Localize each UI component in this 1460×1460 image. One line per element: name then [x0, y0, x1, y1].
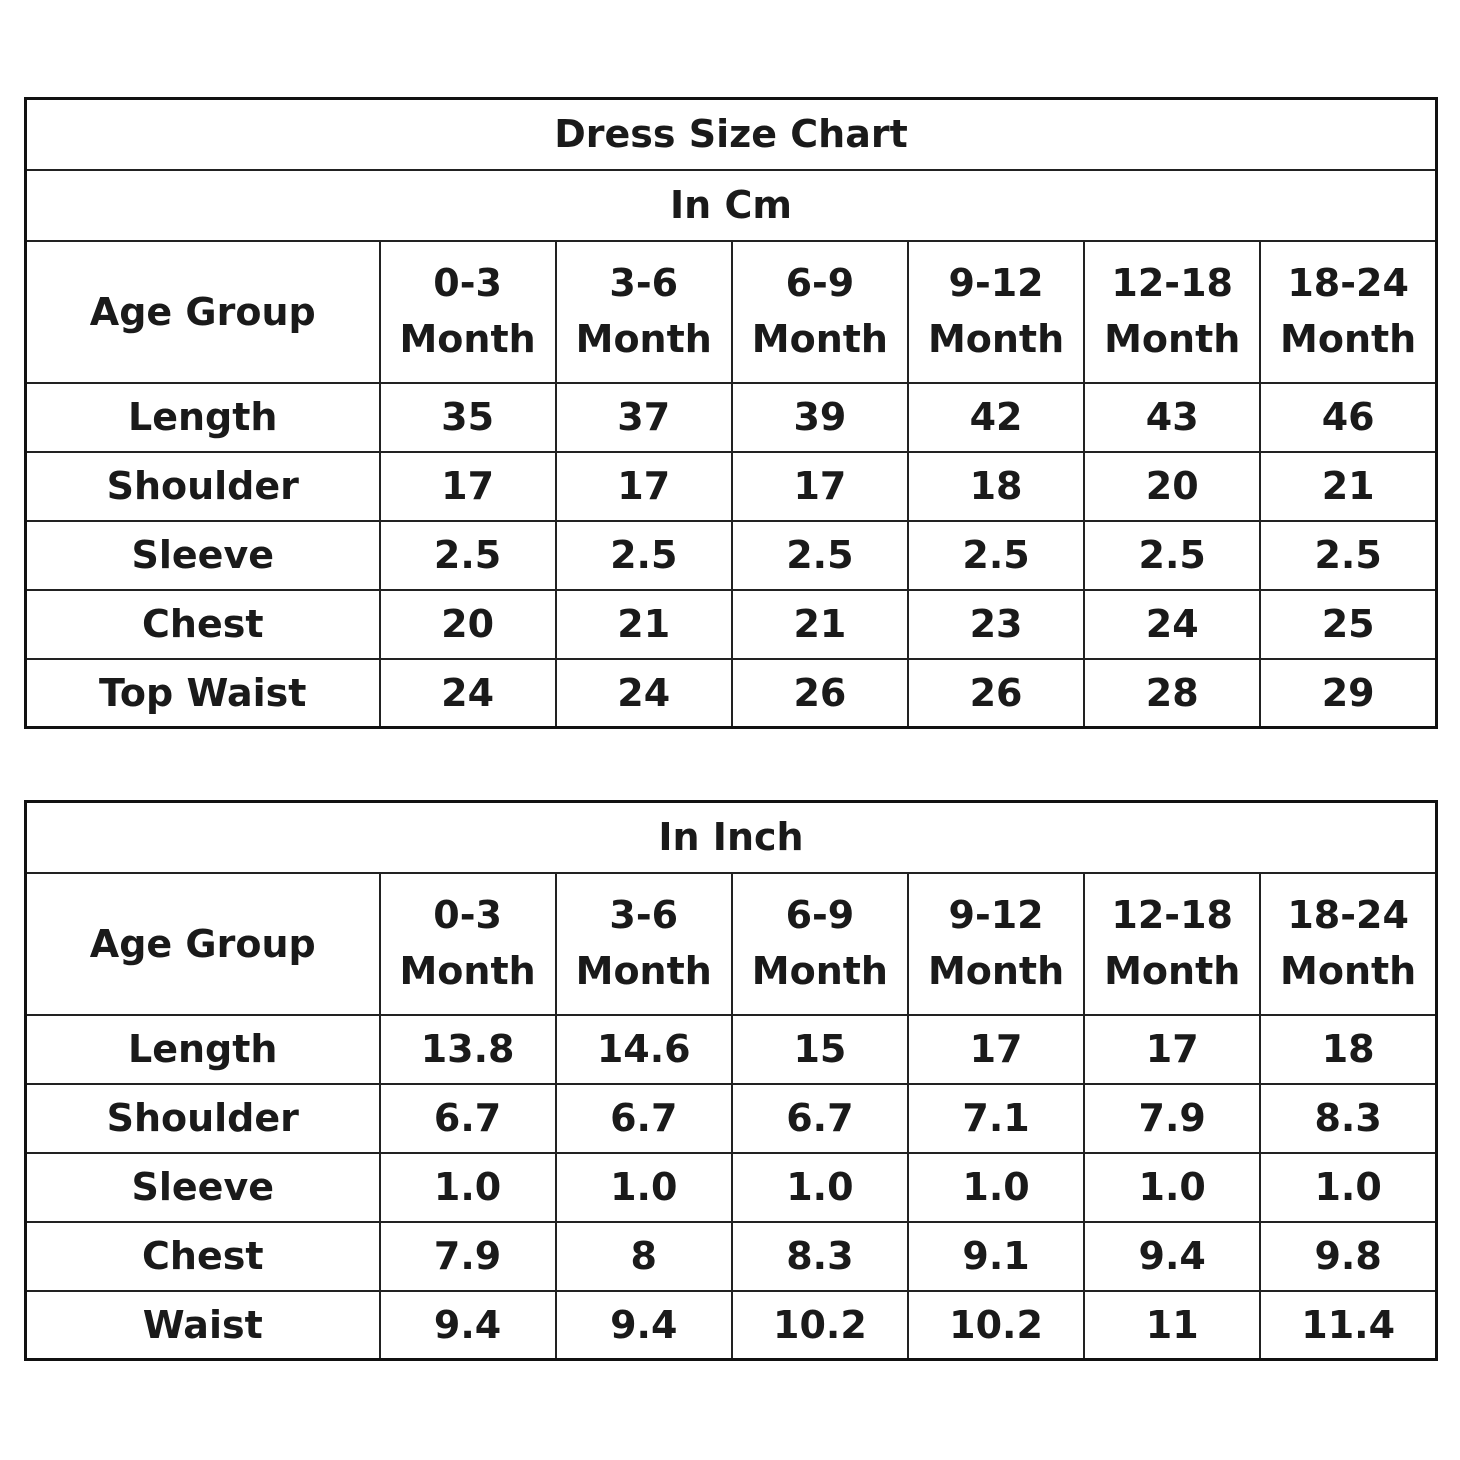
- measurement-value: 6.7: [380, 1084, 556, 1153]
- measurement-label: Waist: [26, 1291, 380, 1360]
- age-range: 18-24: [1287, 893, 1409, 938]
- title-row: [26, 99, 1437, 170]
- age-unit: Month: [399, 948, 536, 993]
- age-column-header: [380, 873, 556, 1015]
- age-range: 12-18: [1111, 261, 1233, 306]
- measurement-value: 2.5: [380, 521, 556, 590]
- measurement-value: 21: [556, 590, 732, 659]
- age-group-header-row: [26, 873, 1437, 1015]
- measurement-value: 17: [1084, 1015, 1260, 1084]
- age-unit: Month: [575, 948, 712, 993]
- measurement-value: 26: [908, 659, 1084, 728]
- age-range: 6-9: [785, 261, 855, 306]
- measurement-value: 35: [380, 383, 556, 452]
- measurement-value: 21: [1260, 452, 1436, 521]
- unit-heading-row: [26, 170, 1437, 241]
- measurement-value: 6.7: [732, 1084, 908, 1153]
- measurement-value: 25: [1260, 590, 1436, 659]
- measurement-value: 37: [556, 383, 732, 452]
- measurement-value: 11: [1084, 1291, 1260, 1360]
- age-column-header: [556, 241, 732, 383]
- age-unit: Month: [399, 316, 536, 361]
- measurement-value: 1.0: [380, 1153, 556, 1222]
- age-range: 3-6: [609, 261, 679, 306]
- measurement-value: 28: [1084, 659, 1260, 728]
- measurement-value: 8.3: [732, 1222, 908, 1291]
- age-column-header: [908, 241, 1084, 383]
- measurement-value: 26: [732, 659, 908, 728]
- measurement-value: 23: [908, 590, 1084, 659]
- measurement-value: 46: [1260, 383, 1436, 452]
- measurement-value: 6.7: [556, 1084, 732, 1153]
- age-column-header: [380, 241, 556, 383]
- age-column-header: [732, 873, 908, 1015]
- age-column-header: [1084, 241, 1260, 383]
- age-unit: Month: [927, 948, 1065, 993]
- measurement-value: 17: [908, 1015, 1084, 1084]
- measurement-value: 1.0: [556, 1153, 732, 1222]
- measurement-value: 11.4: [1260, 1291, 1436, 1360]
- measurement-value: 20: [1084, 452, 1260, 521]
- measurement-value: 9.1: [908, 1222, 1084, 1291]
- age-column-header: [1260, 873, 1436, 1015]
- table-row: [26, 1084, 1437, 1153]
- age-unit: Month: [751, 948, 888, 993]
- age-unit: Month: [1104, 316, 1241, 361]
- measurement-value: 17: [380, 452, 556, 521]
- measurement-value: 9.8: [1260, 1222, 1436, 1291]
- age-column-header: [1084, 873, 1260, 1015]
- measurement-value: 2.5: [1260, 521, 1436, 590]
- measurement-value: 7.1: [908, 1084, 1084, 1153]
- measurement-value: 10.2: [908, 1291, 1084, 1360]
- measurement-value: 18: [908, 452, 1084, 521]
- table-row: [26, 659, 1437, 728]
- measurement-label: Top Waist: [26, 659, 380, 728]
- measurement-value: 2.5: [908, 521, 1084, 590]
- measurement-value: 29: [1260, 659, 1436, 728]
- measurement-value: 1.0: [1084, 1153, 1260, 1222]
- cm-size-table: [24, 97, 1438, 729]
- age-range: 12-18: [1111, 893, 1233, 938]
- measurement-value: 7.9: [1084, 1084, 1260, 1153]
- age-range: 0-3: [433, 893, 502, 938]
- table-row: [26, 1222, 1437, 1291]
- chart-title: Dress Size Chart: [26, 99, 1437, 170]
- measurement-label: Shoulder: [26, 1084, 380, 1153]
- measurement-value: 24: [556, 659, 732, 728]
- inch-unit-heading: In Inch: [26, 802, 1437, 873]
- measurement-value: 43: [1084, 383, 1260, 452]
- measurement-value: 8: [556, 1222, 732, 1291]
- measurement-label: Chest: [26, 590, 380, 659]
- age-group-header-row: [26, 241, 1437, 383]
- table-row: [26, 521, 1437, 590]
- measurement-value: 42: [908, 383, 1084, 452]
- inch-size-table: [24, 800, 1438, 1361]
- age-unit: Month: [1104, 948, 1241, 993]
- age-range: 6-9: [785, 893, 855, 938]
- table-row: [26, 383, 1437, 452]
- age-range: 3-6: [609, 893, 679, 938]
- measurement-value: 7.9: [380, 1222, 556, 1291]
- table-row: [26, 452, 1437, 521]
- age-unit: Month: [751, 316, 888, 361]
- measurement-value: 21: [732, 590, 908, 659]
- age-unit: Month: [1280, 316, 1417, 361]
- age-range: 18-24: [1287, 261, 1409, 306]
- age-unit: Month: [575, 316, 712, 361]
- measurement-label: Chest: [26, 1222, 380, 1291]
- measurement-value: 9.4: [556, 1291, 732, 1360]
- age-unit: Month: [927, 316, 1065, 361]
- measurement-value: 2.5: [556, 521, 732, 590]
- age-column-header: [908, 873, 1084, 1015]
- measurement-value: 9.4: [1084, 1222, 1260, 1291]
- age-range: 9-12: [948, 261, 1044, 306]
- table-row: [26, 1291, 1437, 1360]
- measurement-value: 20: [380, 590, 556, 659]
- measurement-label: Sleeve: [26, 1153, 380, 1222]
- measurement-value: 13.8: [380, 1015, 556, 1084]
- table-row: [26, 590, 1437, 659]
- measurement-value: 24: [1084, 590, 1260, 659]
- measurement-value: 9.4: [380, 1291, 556, 1360]
- age-range: 0-3: [433, 261, 502, 306]
- measurement-value: 17: [732, 452, 908, 521]
- measurement-value: 2.5: [732, 521, 908, 590]
- age-column-header: [732, 241, 908, 383]
- measurement-value: 1.0: [1260, 1153, 1436, 1222]
- measurement-label: Length: [26, 383, 380, 452]
- measurement-label: Length: [26, 1015, 380, 1084]
- measurement-value: 8.3: [1260, 1084, 1436, 1153]
- age-column-header: [556, 873, 732, 1015]
- measurement-value: 18: [1260, 1015, 1436, 1084]
- measurement-value: 2.5: [1084, 521, 1260, 590]
- measurement-label: Sleeve: [26, 521, 380, 590]
- measurement-label: Shoulder: [26, 452, 380, 521]
- cm-unit-heading: In Cm: [26, 170, 1437, 241]
- table-row: [26, 1015, 1437, 1084]
- measurement-value: 1.0: [908, 1153, 1084, 1222]
- age-group-label: Age Group: [26, 241, 380, 383]
- measurement-value: 24: [380, 659, 556, 728]
- measurement-value: 14.6: [556, 1015, 732, 1084]
- measurement-value: 17: [556, 452, 732, 521]
- unit-heading-row: [26, 802, 1437, 873]
- measurement-value: 15: [732, 1015, 908, 1084]
- table-row: [26, 1153, 1437, 1222]
- age-unit: Month: [1280, 948, 1417, 993]
- measurement-value: 10.2: [732, 1291, 908, 1360]
- measurement-value: 1.0: [732, 1153, 908, 1222]
- age-range: 9-12: [948, 893, 1044, 938]
- age-column-header: [1260, 241, 1436, 383]
- measurement-value: 39: [732, 383, 908, 452]
- age-group-label: Age Group: [26, 873, 380, 1015]
